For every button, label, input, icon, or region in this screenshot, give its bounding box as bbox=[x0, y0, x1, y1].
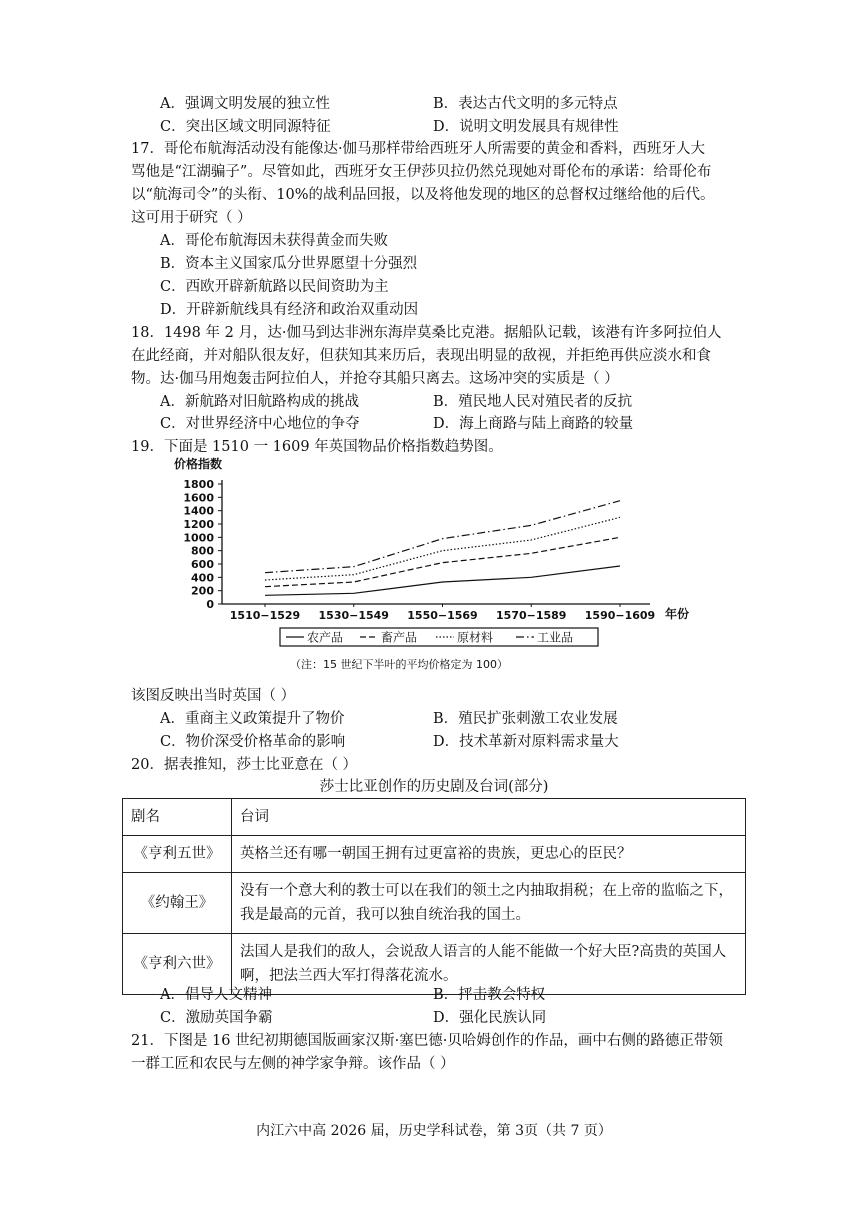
q20-stem: 20．据表推知，莎士比亚意在（ ） bbox=[131, 757, 358, 773]
legend-label: 畜产品 bbox=[381, 630, 418, 645]
q16-option-a: A．强调文明发展的独立性 bbox=[160, 96, 330, 112]
y-tick-label: 1800 bbox=[183, 478, 214, 491]
table-header-row bbox=[123, 799, 746, 836]
y-axis-label: 价格指数 bbox=[174, 457, 223, 471]
q19-stem: 19．下面是 1510 一 1609 年英国物品价格指数趋势图。 bbox=[131, 439, 503, 455]
q19-question: 该图反映出当时英国（ ） bbox=[131, 688, 296, 704]
x-tick-label: 1550−1569 bbox=[407, 609, 478, 622]
q17-option-d: D．开辟新航线具有经济和政治双重动因 bbox=[160, 302, 419, 318]
y-tick-label: 400 bbox=[191, 571, 214, 585]
y-tick-label: 600 bbox=[191, 558, 214, 571]
series-line-农产品 bbox=[265, 566, 620, 595]
q19-option-b: B．殖民扩张刺激工农业发展 bbox=[433, 711, 618, 727]
q21-stem-line-2: 一群工匠和农民与左侧的神学家争辩。该作品（ ） bbox=[131, 1056, 455, 1072]
q17-stem-line-3: 以“航海司令”的头衔、10%的战利品回报，以及将他发现的地区的总督权过继给他的后代。 bbox=[131, 187, 715, 203]
play-name-cell: 《亨利五世》 bbox=[123, 836, 232, 873]
legend-label: 原材料 bbox=[457, 630, 494, 645]
y-tick-label: 1000 bbox=[183, 531, 214, 545]
q18-stem-line-3: 物。达·伽马用炮轰击阿拉伯人，并抢夺其船只离去。这场冲突的实质是（ ） bbox=[131, 371, 619, 387]
y-tick-label: 800 bbox=[191, 544, 214, 558]
q17-stem-line-4: 这可用于研究（ ） bbox=[131, 210, 252, 226]
q16-option-b: B．表达古代文明的多元特点 bbox=[433, 96, 618, 112]
shakespeare-table bbox=[122, 798, 746, 995]
q18-stem-line-2: 在此经商，并对船队很友好，但获知其来历后，表现出明显的敌视，并拒绝再供应淡水和食 bbox=[131, 348, 711, 364]
q18-option-b: B．殖民地人民对殖民者的反抗 bbox=[433, 394, 633, 410]
lines-cell: 法国人是我们的敌人，会说敌人语言的人能不能做一个好大臣?高贵的英国人啊，把法兰西大军打得落花流水。 bbox=[232, 934, 746, 995]
table-title: 莎士比亚创作的历史剧及台词(部分) bbox=[319, 779, 549, 795]
q16-option-c: C．突出区域文明同源特征 bbox=[160, 119, 331, 135]
x-tick-label: 1530−1549 bbox=[318, 609, 389, 622]
header-lines: 台词 bbox=[232, 799, 746, 836]
y-tick-label: 200 bbox=[191, 584, 214, 598]
q16-option-d: D．说明文明发展具有规律性 bbox=[433, 119, 619, 135]
y-tick-label: 1600 bbox=[183, 491, 214, 505]
q18-option-a: A．新航路对旧航路构成的挑战 bbox=[160, 394, 359, 410]
table-row bbox=[123, 836, 746, 873]
q17-stem-line-1: 17．哥伦布航海活动没有能像达·伽马那样带给西班牙人所需要的黄金和香料，西班牙人大 bbox=[131, 141, 706, 157]
header-play-name: 剧名 bbox=[123, 799, 232, 836]
y-tick-label: 1400 bbox=[183, 504, 214, 518]
x-tick-label: 1590−1609 bbox=[584, 609, 656, 622]
q18-option-c: C．对世界经济中心地位的争夺 bbox=[160, 416, 360, 432]
q17-stem-line-2: 骂他是“江湖骗子”。尽管如此，西班牙女王伊莎贝拉仍然兑现她对哥伦布的承诺：给哥伦布 bbox=[131, 164, 712, 180]
series-line-畜产品 bbox=[265, 537, 620, 586]
play-name-cell: 《约翰王》 bbox=[123, 873, 232, 934]
q20-option-d: D．强化民族认同 bbox=[433, 1010, 547, 1026]
x-tick-label: 1570−1589 bbox=[496, 609, 567, 622]
q18-option-d: D．海上商路与陆上商路的较量 bbox=[433, 416, 634, 432]
lines-cell: 英格兰还有哪一朝国王拥有过更富裕的贵族，更忠心的臣民？ bbox=[232, 836, 746, 873]
chart-legend bbox=[286, 630, 573, 645]
legend-label: 农产品 bbox=[307, 630, 344, 645]
x-tick-label: 1510−1529 bbox=[229, 609, 301, 622]
series-line-原材料 bbox=[265, 517, 620, 580]
price-index-chart bbox=[160, 456, 720, 676]
q17-option-c: C．西欧开辟新航路以民间资助为主 bbox=[160, 279, 389, 295]
table-row bbox=[123, 873, 746, 934]
q19-option-a: A．重商主义政策提升了物价 bbox=[160, 711, 345, 727]
chart-note: （注：15 世纪下半叶的平均价格定为 100） bbox=[290, 658, 508, 671]
x-axis-label: 年份 bbox=[665, 607, 690, 621]
lines-cell: 没有一个意大利的教士可以在我们的领土之内抽取捐税；在上帝的监临之下，我是最高的元首，我可以独自统治我的国土。 bbox=[232, 873, 746, 934]
q20-option-a: A．倡导人文精神 bbox=[160, 987, 272, 1003]
q19-option-d: D．技术革新对原料需求量大 bbox=[433, 734, 619, 750]
legend-label: 工业品 bbox=[537, 630, 574, 645]
play-name-cell: 《亨利六世》 bbox=[123, 934, 232, 995]
y-tick-label: 1200 bbox=[183, 518, 214, 531]
series-line-工业品 bbox=[265, 501, 620, 573]
q17-option-b: B．资本主义国家瓜分世界愿望十分强烈 bbox=[160, 256, 418, 272]
q17-option-a: A．哥伦布航海因未获得黄金而失败 bbox=[160, 233, 388, 249]
q19-option-c: C．物价深受价格革命的影响 bbox=[160, 734, 346, 750]
q21-stem-line-1: 21．下图是 16 世纪初期德国版画家汉斯·塞巴德·贝哈姆创作的作品，画中右侧的路德正带领 bbox=[131, 1033, 723, 1049]
q18-stem-line-1: 18．1498 年 2 月，达·伽马到达非洲东海岸莫桑比克港。据船队记载，该港有许多阿拉伯人 bbox=[131, 325, 722, 341]
q20-option-c: C．激励英国争霸 bbox=[160, 1010, 273, 1026]
y-tick-label: 0 bbox=[206, 598, 214, 611]
q20-option-b: B．抨击教会特权 bbox=[433, 987, 546, 1003]
page-footer: 内江六中高 2026 届，历史学科试卷，第 3页（共 7 页） bbox=[256, 1123, 612, 1139]
